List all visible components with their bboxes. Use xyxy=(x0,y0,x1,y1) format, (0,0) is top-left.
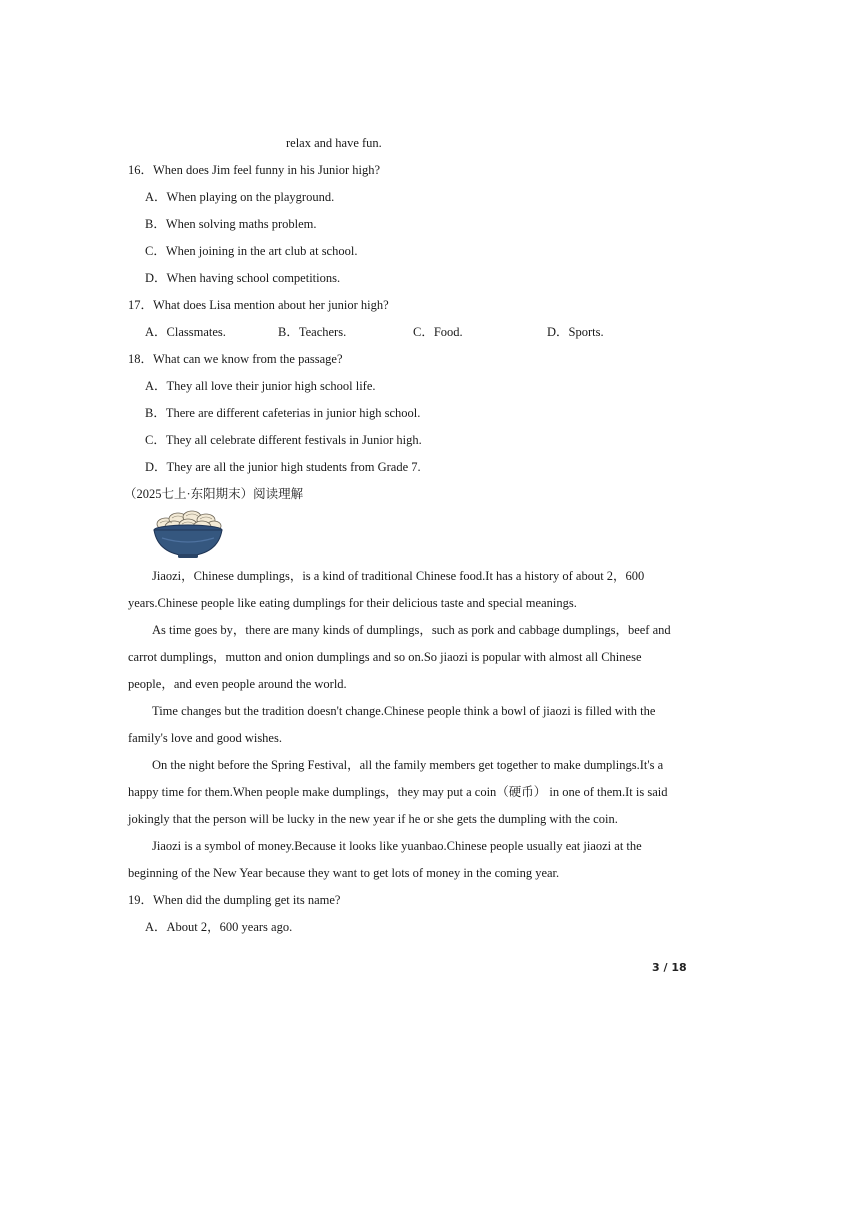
option-a: A．They all love their junior high school life. xyxy=(145,379,376,393)
passage-line: years.Chinese people like eating dumplings for their delicious taste and special meanings. xyxy=(128,596,577,610)
option-a: A．About 2，600 years ago. xyxy=(145,920,293,934)
passage-line: Jiaozi is a symbol of money.Because it looks like yuanbao.Chinese people usually eat jiaozi at the xyxy=(152,839,642,853)
passage-line: people，and even people around the world. xyxy=(128,677,347,691)
option-d: D．They are all the junior high students from Grade 7. xyxy=(145,460,421,474)
option-d: D．Sports. xyxy=(547,325,604,339)
question-stem: 19．When did the dumpling get its name? xyxy=(128,893,341,907)
page-number: 3 / 18 xyxy=(652,961,687,974)
option-d: D．When having school competitions. xyxy=(145,271,341,285)
question-stem: 17．What does Lisa mention about her junior high? xyxy=(128,298,389,312)
option-a: A．When playing on the playground. xyxy=(145,190,335,204)
question-continuation: relax and have fun. xyxy=(286,136,382,150)
option-b: B．Teachers. xyxy=(278,325,347,339)
passage-line: As time goes by，there are many kinds of dumplings，such as pork and cabbage dumplings，beef and xyxy=(152,623,671,637)
question-stem: 18．What can we know from the passage? xyxy=(128,352,343,366)
option-c: C．They all celebrate different festivals in Junior high. xyxy=(145,433,422,447)
passage-line: On the night before the Spring Festival，all the family members get together to make dumplings.It's a xyxy=(152,758,664,772)
option-c: C．Food. xyxy=(413,325,463,339)
question-stem: 16．When does Jim feel funny in his Junior high? xyxy=(128,163,381,177)
passage-line: family's love and good wishes. xyxy=(128,731,282,745)
dumpling-bowl-icon xyxy=(152,510,224,560)
passage-line: carrot dumplings，mutton and onion dumplings and so on.So jiaozi is popular with almost all Chinese xyxy=(128,650,642,664)
section-source-heading: （2025七上·东阳期末）阅读理解 xyxy=(124,487,304,501)
passage-line: happy time for them.When people make dumplings，they may put a coin（硬币） in one of them.It is said xyxy=(128,785,668,799)
passage-line: beginning of the New Year because they want to get lots of money in the coming year. xyxy=(128,866,560,880)
passage-line: Jiaozi，Chinese dumplings，is a kind of traditional Chinese food.It has a history of about 2，600 xyxy=(152,569,645,583)
option-b: B．There are different cafeterias in junior high school. xyxy=(145,406,421,420)
passage-line: Time changes but the tradition doesn't change.Chinese people think a bowl of jiaozi is filled with the xyxy=(152,704,656,718)
passage-line: jokingly that the person will be lucky in the new year if he or she gets the dumpling with the coin. xyxy=(128,812,618,826)
option-c: C．When joining in the art club at school. xyxy=(145,244,358,258)
option-b: B．When solving maths problem. xyxy=(145,217,317,231)
option-a: A．Classmates. xyxy=(145,325,226,339)
